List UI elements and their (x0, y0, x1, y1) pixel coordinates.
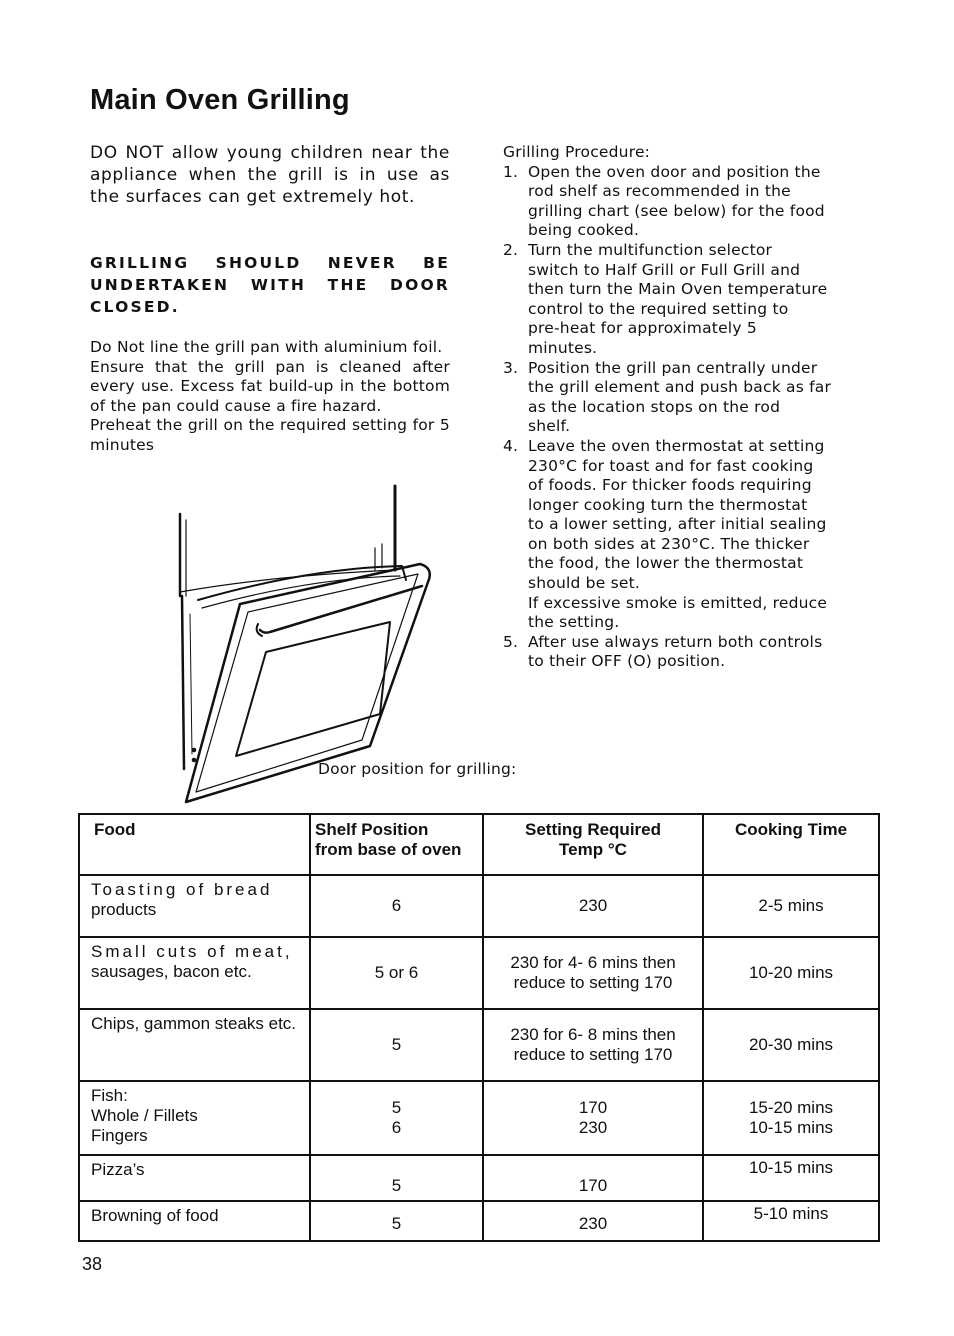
food-line: Whole / Fillets (91, 1106, 198, 1125)
step-text-line: After use always return both controls (528, 632, 823, 651)
step-text-line: on both sides at 230°C. The thicker (528, 534, 810, 553)
table-row (79, 1155, 879, 1201)
header-time: Cooking Time (703, 814, 879, 875)
setting-cell: 230 (483, 1201, 703, 1241)
time-cell: 5-10 mins (703, 1201, 879, 1241)
page-number: 38 (82, 1254, 103, 1274)
food-cell (79, 875, 310, 937)
step-text-line: being cooked. (528, 221, 640, 240)
page-title: Main Oven Grilling (90, 84, 350, 116)
step-text-line: should be set. (528, 574, 640, 593)
food-line: Fingers (91, 1126, 148, 1145)
grill-notes (90, 338, 450, 456)
setting-cell: 230 (483, 875, 703, 937)
step-text-line: If excessive smoke is emitted, reduce (528, 593, 828, 612)
table-row (79, 1081, 879, 1155)
table-row (79, 1201, 879, 1241)
oven-door-illustration (170, 484, 440, 804)
child-safety-warning: DO NOT allow young children near the appliance when the grill is in use as the surfaces can get extremely hot. (90, 143, 450, 207)
table-row (79, 1009, 879, 1081)
procedure-step (503, 437, 875, 633)
step-text-line: Leave the oven thermostat at setting (528, 436, 825, 455)
setting-line: 230 for 6- 8 mins then (510, 1025, 676, 1044)
setting-cell (483, 937, 703, 1009)
setting-line: reduce to setting 170 (513, 973, 673, 992)
step-text-line: Position the grill pan centrally under (528, 358, 818, 377)
setting-cell (483, 1081, 703, 1155)
shelf-cell: 5 (310, 1155, 483, 1201)
step-text-line: longer cooking turn the thermostat (528, 495, 808, 514)
step-text-line: the food, the lower the thermostat (528, 554, 804, 573)
header-food: Food (79, 814, 310, 875)
step-text-line: of foods. For thicker foods requiring (528, 476, 812, 495)
procedure-step (503, 633, 875, 672)
step-number: 2. (503, 240, 519, 259)
step-text-line: control to the required setting to (528, 299, 789, 318)
step-text-line: Turn the multifunction selector (528, 240, 773, 259)
time-cell: 10-20 mins (703, 937, 879, 1009)
step-text-line: the grill element and push back as far (528, 378, 832, 397)
setting-line: reduce to setting 170 (513, 1045, 673, 1064)
food-cell: Chips, gammon steaks etc. (79, 1009, 310, 1081)
step-text-line: 230°C for toast and for fast cooking (528, 456, 814, 475)
food-line: sausages, bacon etc. (91, 962, 252, 981)
header-shelf (310, 814, 483, 875)
shelf-cell (310, 1081, 483, 1155)
food-line: products (91, 900, 157, 919)
step-text-line: switch to Half Grill or Full Grill and (528, 260, 801, 279)
step-number: 5. (503, 632, 519, 651)
setting-line: 230 (578, 1118, 608, 1137)
procedure-heading: Grilling Procedure: (503, 143, 651, 161)
shelf-cell: 5 (310, 1201, 483, 1241)
procedure-step (503, 163, 875, 241)
food-line: Fish: (91, 1086, 128, 1105)
time-cell: 10-15 mins (703, 1155, 879, 1201)
header-setting-line2: Temp °C (559, 840, 627, 859)
setting-cell: 170 (483, 1155, 703, 1201)
shelf-cell: 5 (310, 1009, 483, 1081)
note-clean: Ensure that the grill pan is cleaned after every use. Excess fat build-up in the bottom of the pan could cause a fire hazard. (90, 357, 450, 415)
step-text-line: to their OFF (O) position. (528, 652, 726, 671)
time-cell: 20-30 mins (703, 1009, 879, 1081)
step-text-line: to a lower setting, after initial sealing (528, 515, 827, 534)
time-cell: 2-5 mins (703, 875, 879, 937)
food-line: Toasting of bread (91, 880, 273, 899)
step-number: 4. (503, 436, 519, 455)
step-text-line: rod shelf as recommended in the (528, 182, 791, 201)
shelf-cell: 6 (310, 875, 483, 937)
setting-cell (483, 1009, 703, 1081)
shelf-line: 5 (391, 1098, 402, 1117)
header-shelf-line1: Shelf Position (315, 820, 429, 839)
step-text-line: Open the oven door and position the (528, 162, 821, 181)
step-text-line: pre-heat for approximately 5 (528, 319, 757, 338)
table-row (79, 937, 879, 1009)
grilling-chart (78, 813, 880, 1242)
setting-line: 170 (578, 1098, 608, 1117)
procedure-step (503, 241, 875, 359)
food-cell (79, 937, 310, 1009)
door-position-caption: Door position for grilling: (318, 760, 517, 778)
step-text-line: then turn the Main Oven temperature (528, 280, 828, 299)
header-setting (483, 814, 703, 875)
door-closed-warning: GRILLING SHOULD NEVER BE UNDERTAKEN WITH THE DOOR CLOSED. (90, 254, 450, 316)
step-text-line: minutes. (528, 338, 598, 357)
step-text-line: shelf. (528, 417, 571, 436)
time-line: 10-15 mins (748, 1118, 834, 1137)
shelf-line: 6 (391, 1118, 402, 1137)
table-header-row (79, 814, 879, 875)
step-text-line: the setting. (528, 613, 620, 632)
step-text-line: as the location stops on the rod (528, 397, 781, 416)
grilling-procedure (503, 143, 875, 672)
header-shelf-line2: from base of oven (315, 840, 462, 859)
food-line: Small cuts of meat, (91, 942, 293, 961)
step-text-line: grilling chart (see below) for the food (528, 201, 825, 220)
procedure-steps (503, 163, 875, 672)
procedure-step (503, 359, 875, 437)
step-number: 1. (503, 162, 519, 181)
time-cell (703, 1081, 879, 1155)
shelf-cell: 5 or 6 (310, 937, 483, 1009)
food-cell: Pizza’s (79, 1155, 310, 1201)
step-number: 3. (503, 358, 519, 377)
food-cell (79, 1081, 310, 1155)
setting-line: 230 for 4- 6 mins then (510, 953, 676, 972)
note-foil: Do Not line the grill pan with aluminium foil. (90, 338, 443, 356)
note-preheat: Preheat the grill on the required setting for 5 minutes (90, 416, 450, 454)
time-line: 15-20 mins (748, 1098, 834, 1117)
food-cell: Browning of food (79, 1201, 310, 1241)
header-setting-line1: Setting Required (524, 820, 661, 839)
table-row (79, 875, 879, 937)
